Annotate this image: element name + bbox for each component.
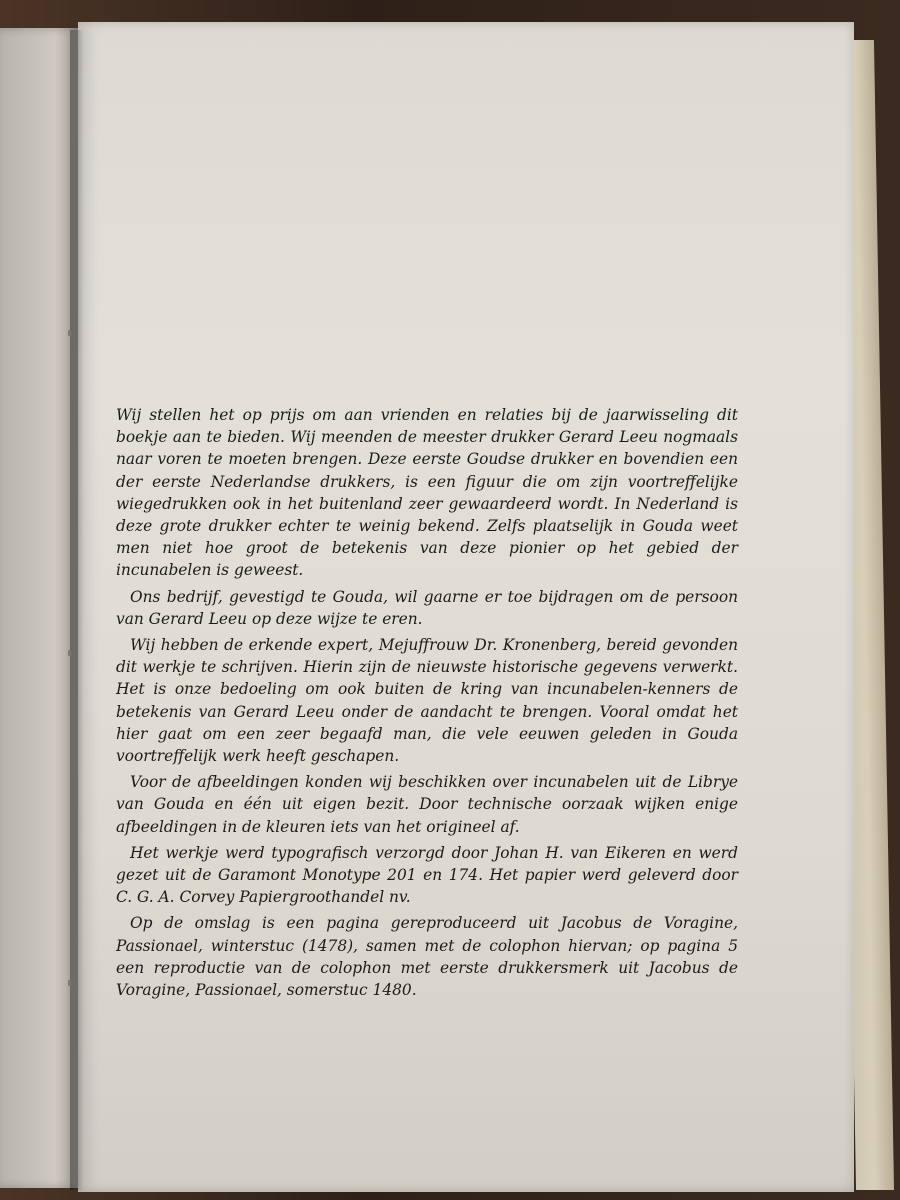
binding-stitch [68, 650, 71, 656]
left-page [0, 28, 78, 1188]
paragraph-intro: Wij stellen het op prijs om aan vrienden en relaties bij de jaarwisseling dit boekje aan te bieden. Wij meenden de meester drukker Gerard Leeu nogmaals naar voren te moeten brengen. Deze eerste Goudse drukker en bovendien een der eerste Nederlandse drukkers, is een figuur die om zijn voortreffelijke wiegedrukken ook in het buitenland zeer gewaardeerd wordt. In Nederland is deze grote drukker echter te weinig bekend. Zelfs plaatselijk in Gouda weet men niet hoe groot de betekenis van deze pionier op het gebied der incunabelen is geweest. [116, 406, 738, 580]
binding-stitch [68, 330, 71, 336]
colophon-text [116, 404, 738, 1005]
binding-stitch [68, 980, 71, 986]
paragraph-typography: Het werkje werd typografisch verzorgd door Johan H. van Eikeren en werd gezet uit de Garamont Monotype 201 en 174. Het papier werd geleverd door C. G. A. Corvey Papiergroothandel nv. [116, 843, 738, 907]
paragraph-illustrations: Voor de afbeeldingen konden wij beschikken over incunabelen uit de Librye van Gouda en één uit eigen bezit. Door technische oorzaak wijken enige afbeeldingen in de kleuren iets van het origineel af. [116, 773, 738, 836]
paragraph-company: Ons bedrijf, gevestigd te Gouda, wil gaarne er toe bijdragen om de persoon van Gerard Leeu op deze wijze te eren. [116, 587, 738, 628]
paragraph-author: Wij hebben de erkende expert, Mejuffrouw Dr. Kronenberg, bereid gevonden dit werkje te schrijven. Hierin zijn de nieuwste historische gegevens verwerkt. Het is onze bedoeling om ook buiten de kring van incunabelen-kenners de betekenis van Gerard Leeu onder de aandacht te brengen. Vooral omdat het hier gaat om een zeer begaafd man, die vele eeuwen geleden in Gouda voortreffelijk werk heeft geschapen. [116, 636, 738, 766]
spine-shadow [70, 30, 84, 1190]
paragraph-cover: Op de omslag is een pagina gereproduceerd uit Jacobus de Voragine, Passionael, winterstuc (1478), samen met de colophon hiervan; op pagina 5 een reproductie van de colophon met eerste drukkersmerk uit Jacobus de Voragine, Passionael, somerstuc 1480. [116, 914, 738, 1000]
